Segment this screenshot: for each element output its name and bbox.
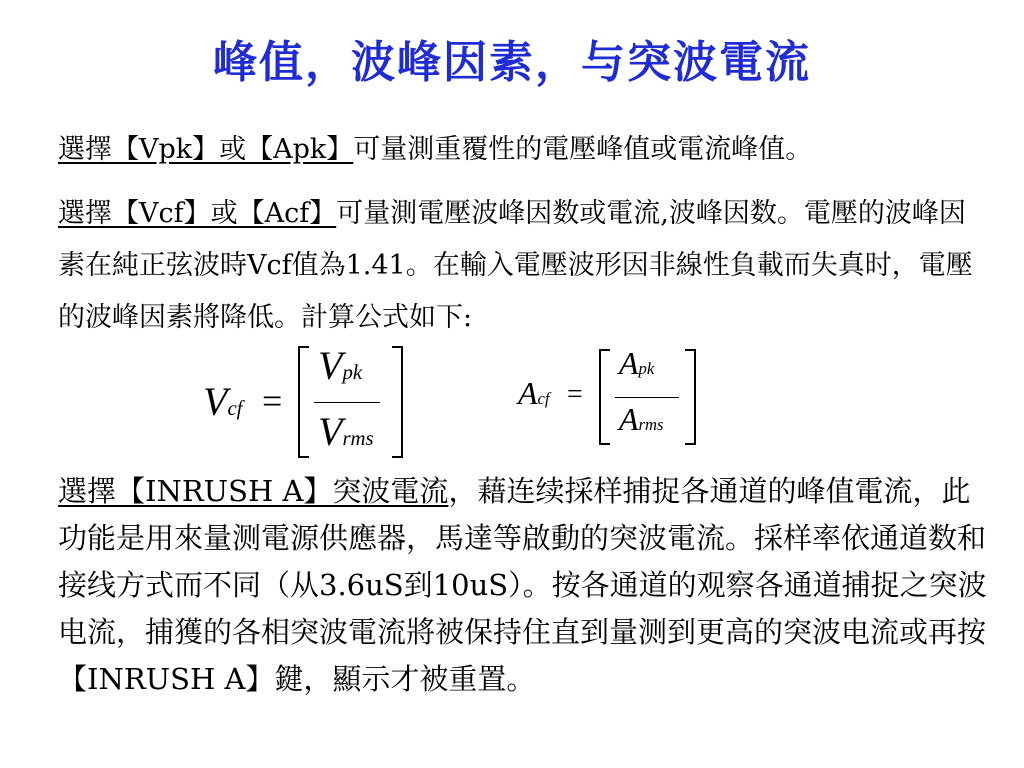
vrms-symbol: V <box>318 409 343 454</box>
peak-description: 可量測重覆性的電壓峰值或電流峰值。 <box>353 134 813 165</box>
acf-symbol: A <box>518 375 538 411</box>
arms-subscript: rms <box>638 415 664 434</box>
paragraph-peak <box>58 132 978 168</box>
page-title: 峰值，波峰因素，与突波電流 <box>213 37 811 88</box>
paragraph-crest-factor <box>58 188 978 344</box>
vcf-left-bracket <box>298 346 309 458</box>
inrush-selection: 選擇【INRUSH A】突波電流 <box>58 474 449 508</box>
vcf-symbol: V <box>203 379 228 424</box>
apk-subscript: pk <box>638 359 655 378</box>
crest-selection: 選擇【Vcf】或【Acf】 <box>58 198 337 229</box>
acf-left-bracket <box>599 349 610 445</box>
apk-symbol: A <box>619 345 639 381</box>
formula-vcf <box>200 340 420 460</box>
acf-fraction-line <box>615 397 679 398</box>
vpk-subscript: pk <box>342 361 363 384</box>
arms-symbol: A <box>619 401 639 437</box>
vrms-subscript: rms <box>342 427 374 450</box>
vcf-right-bracket <box>392 346 403 458</box>
paragraph-inrush <box>58 468 988 703</box>
vpk-symbol: V <box>318 343 343 388</box>
peak-selection: 選擇【Vpk】或【Apk】 <box>58 134 354 165</box>
crest-description: 可量測電壓波峰因数或電流,波峰因数。電壓的波峰因素在純正弦波時Vcf值為1.41。在輸入電壓波形因非線性負載而失真时，電壓的波峰因素將降低。計算公式如下: <box>58 198 973 333</box>
vcf-equals: = <box>262 381 283 421</box>
inrush-description: ，藉连续採样捕捉各通道的峰值電流，此功能是用來量测電源供應器，馬達等啟動的突波電流。採样率依通道数和接线方式而不同（从3.6uS到10uS）。按各通道的观察各通道捕捉之突波电流，捕獲的各相突波電流將被保持住直到量测到更高的突波电流或再按【INRUSH A】鍵，顯示才被重置。 <box>58 474 987 696</box>
acf-right-bracket <box>685 349 696 445</box>
formula-acf <box>515 345 705 445</box>
acf-equals: = <box>567 379 583 410</box>
acf-subscript: cf <box>537 389 550 408</box>
vcf-fraction-line <box>314 402 380 403</box>
vcf-subscript: cf <box>227 397 243 420</box>
